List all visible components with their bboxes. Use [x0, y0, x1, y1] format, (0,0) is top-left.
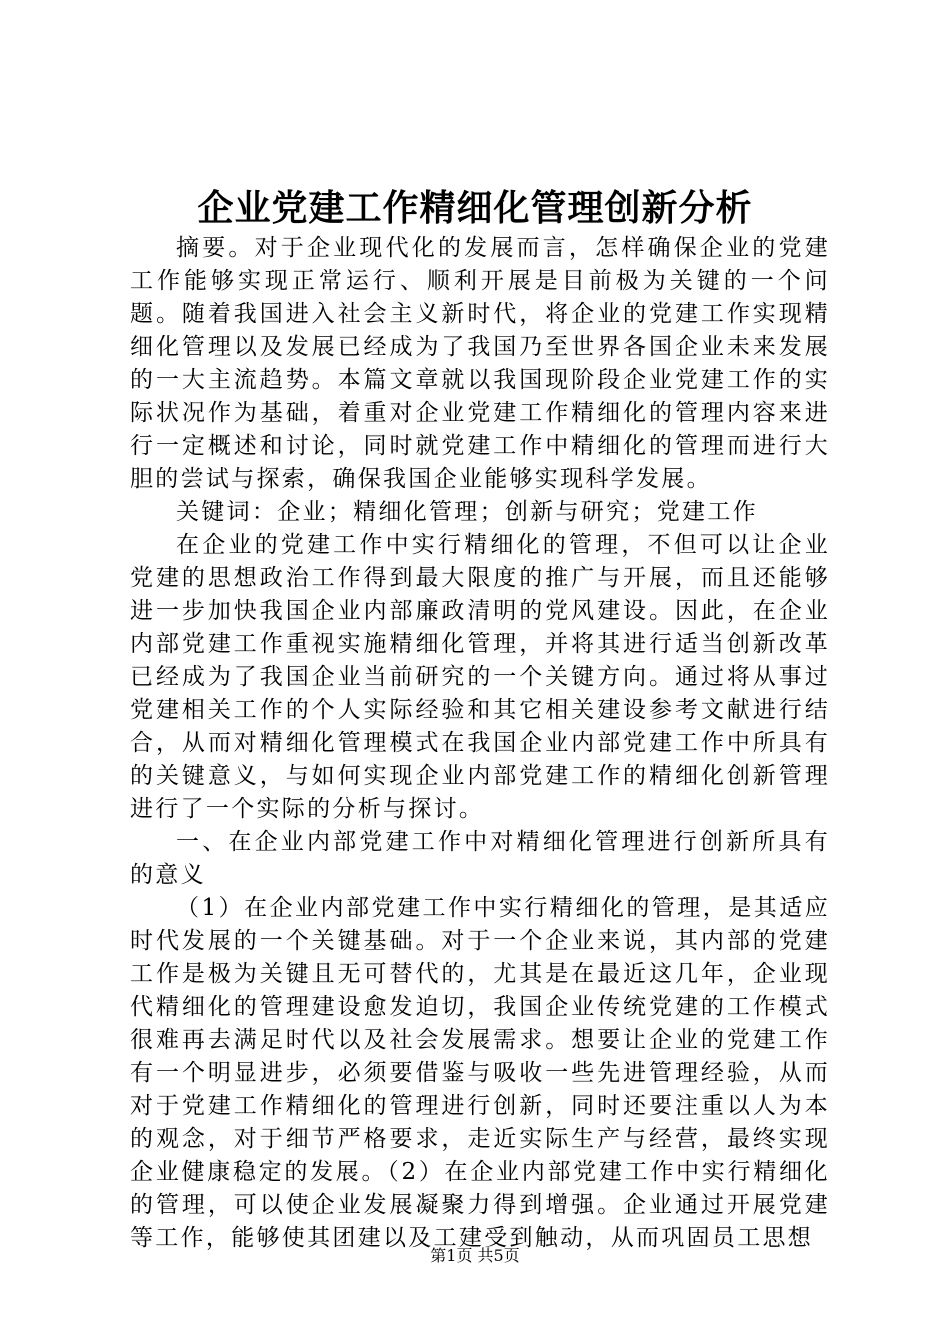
section-heading: 一、在企业内部党建工作中对精细化管理进行创新所具有的意义 — [130, 829, 830, 888]
keywords-paragraph: 关键词：企业；精细化管理；创新与研究；党建工作 — [176, 499, 758, 525]
document-title: 企业党建工作精细化管理创新分析 — [197, 187, 753, 229]
intro-paragraph: 在企业的党建工作中实行精细化的管理，不但可以让企业党建的思想政治工作得到最大限度的推广与开展，而且还能够进一步加快我国企业内部廉政清明的党风建设。因此，在企业内部党建工作重视实施精细化管理，并将其进行适当创新改革已经成为了我国企业当前研究的一个关键方向。通过将从事过党建相关工作的个人实际经验和其它相关建设参考文献进行结合，从而对精细化管理模式在我国企业内部党建工作中所具有的关键意义，与如何实现企业内部党建工作的精细化创新管理进行了一个实际的分析与探讨。 — [130, 532, 830, 822]
section-paragraph: （1）在企业内部党建工作中实行精细化的管理，是其适应时代发展的一个关键基础。对于一个企业来说，其内部的党建工作是极为关键且无可替代的，尤其是在最近这几年，企业现代精细化的管理建设愈发迫切，我国企业传统党建的工作模式很难再去满足时代以及社会发展需求。想要让企业的党建工作有一个明显进步，必须要借鉴与吸收一些先进管理经验，从而对于党建工作精细化的管理进行创新，同时还要注重以人为本的观念，对于细节严格要求，走近实际生产与经营，最终实现企业健康稳定的发展。（2）在企业内部党建工作中实行精细化的管理，可以使企业发展凝聚力得到增强。企业通过开展党建等工作，能够使其团建以及工建受到触动，从而巩固员工思想 — [130, 895, 830, 1251]
page-footer: 第1页 共5页 — [430, 1246, 520, 1265]
document-body — [130, 232, 830, 1255]
abstract-paragraph: 摘要。对于企业现代化的发展而言，怎样确保企业的党建工作能够实现正常运行、顺利开展是目前极为关键的一个问题。随着我国进入社会主义新时代，将企业的党建工作实现精细化管理以及发展已经成为了我国乃至世界各国企业未来发展的一大主流趋势。本篇文章就以我国现阶段企业党建工作的实际状况作为基础，着重对企业党建工作精细化的管理内容来进行一定概述和讨论，同时就党建工作中精细化的管理而进行大胆的尝试与探索，确保我国企业能够实现科学发展。 — [130, 235, 830, 492]
